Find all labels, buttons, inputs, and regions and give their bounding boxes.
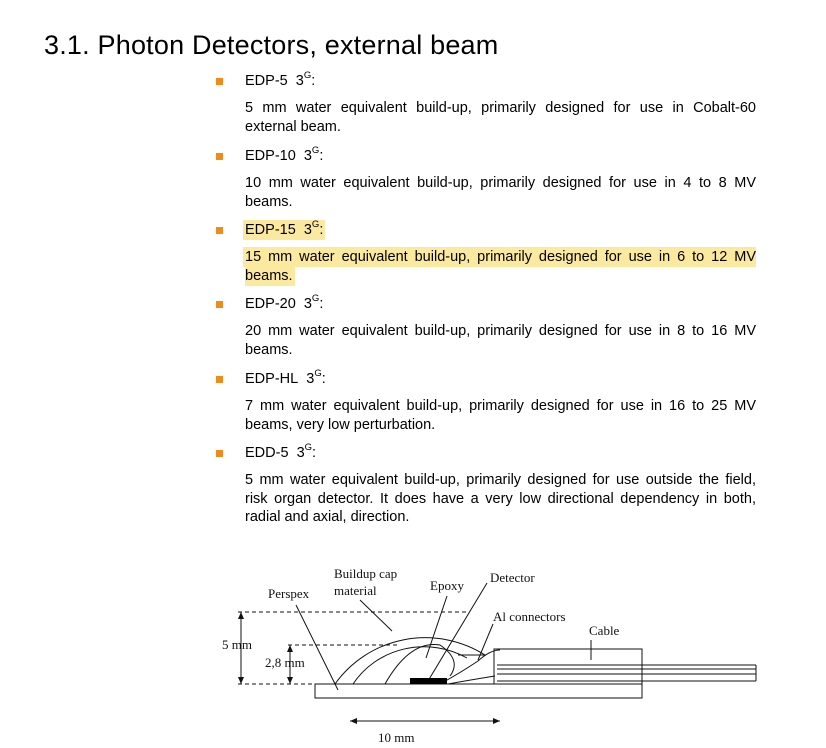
detector-description: 5 mm water equivalent build-up, primarily designed for use in Cobalt-60 external beam. [245,100,756,135]
label-detector: Detector [490,570,535,585]
label-buildup: Buildup cap [334,566,398,581]
detector-description: 20 mm water equivalent build-up, primarily designed for use in 8 to 16 MV beams. [245,323,756,358]
detector-version-sup: G [304,442,313,453]
detector-colon: : [321,371,326,387]
detector-colon: : [311,73,316,89]
label-dim-10mm: 10 mm [378,730,415,745]
detector-version: 3 [296,445,305,461]
detector-colon: : [312,445,317,461]
detector-version: 3 [303,222,312,238]
label-buildup-material: material [334,583,377,598]
label-dim-28mm: 2,8 mm [265,655,305,670]
detector-colon: : [319,148,324,164]
detector-version: 3 [295,73,304,89]
detector-description: 5 mm water equivalent build-up, primarily designed for use outside the field, risk organ detector. It does have a very low directional dependency in both, radial and axial, direction. [245,472,756,525]
detector-model: EDP-20 [245,296,296,312]
detector-version-sup: G [311,219,320,230]
detector-model: EDP-10 [245,148,296,164]
label-perspex: Perspex [268,586,310,601]
detector-description: 10 mm water equivalent build-up, primarily designed for use in 4 to 8 MV beams. [245,175,756,210]
perspex-base [315,684,642,698]
detector-version-sup: G [303,70,312,81]
cable-housing [494,649,642,684]
label-dim-5mm: 5 mm [222,637,252,652]
label-epoxy: Epoxy [430,578,464,593]
detector-version: 3 [303,296,312,312]
leader-buildup [360,600,392,631]
detector-description: 7 mm water equivalent build-up, primarily designed for use in 16 to 25 MV beams, very low perturbation. [245,398,756,433]
label-cable: Cable [589,623,620,638]
leader-detector [428,583,487,681]
detector-element [410,678,447,684]
al-connector-lower [448,676,495,684]
leader-perspex [296,605,338,690]
detector-model: EDP-5 [245,73,288,89]
detector-version-sup: G [311,145,320,156]
detector-version-sup: G [314,368,322,379]
detector-version: 3 [306,371,315,387]
detector-model: EDD-5 [245,445,289,461]
page-title: 3.1. Photon Detectors, external beam [44,30,499,60]
detector-colon: : [319,222,324,238]
detector-model: EDP-HL [245,371,299,387]
label-al-connectors: Al connectors [493,609,566,624]
detector-model: EDP-15 [245,222,296,238]
detector-version-sup: G [311,293,320,304]
detector-version: 3 [303,148,312,164]
highlight-mark: 15 mm water equivalent build-up, primarily designed for use in 6 to 12 MV beams. [245,249,756,284]
detector-colon: : [319,296,324,312]
